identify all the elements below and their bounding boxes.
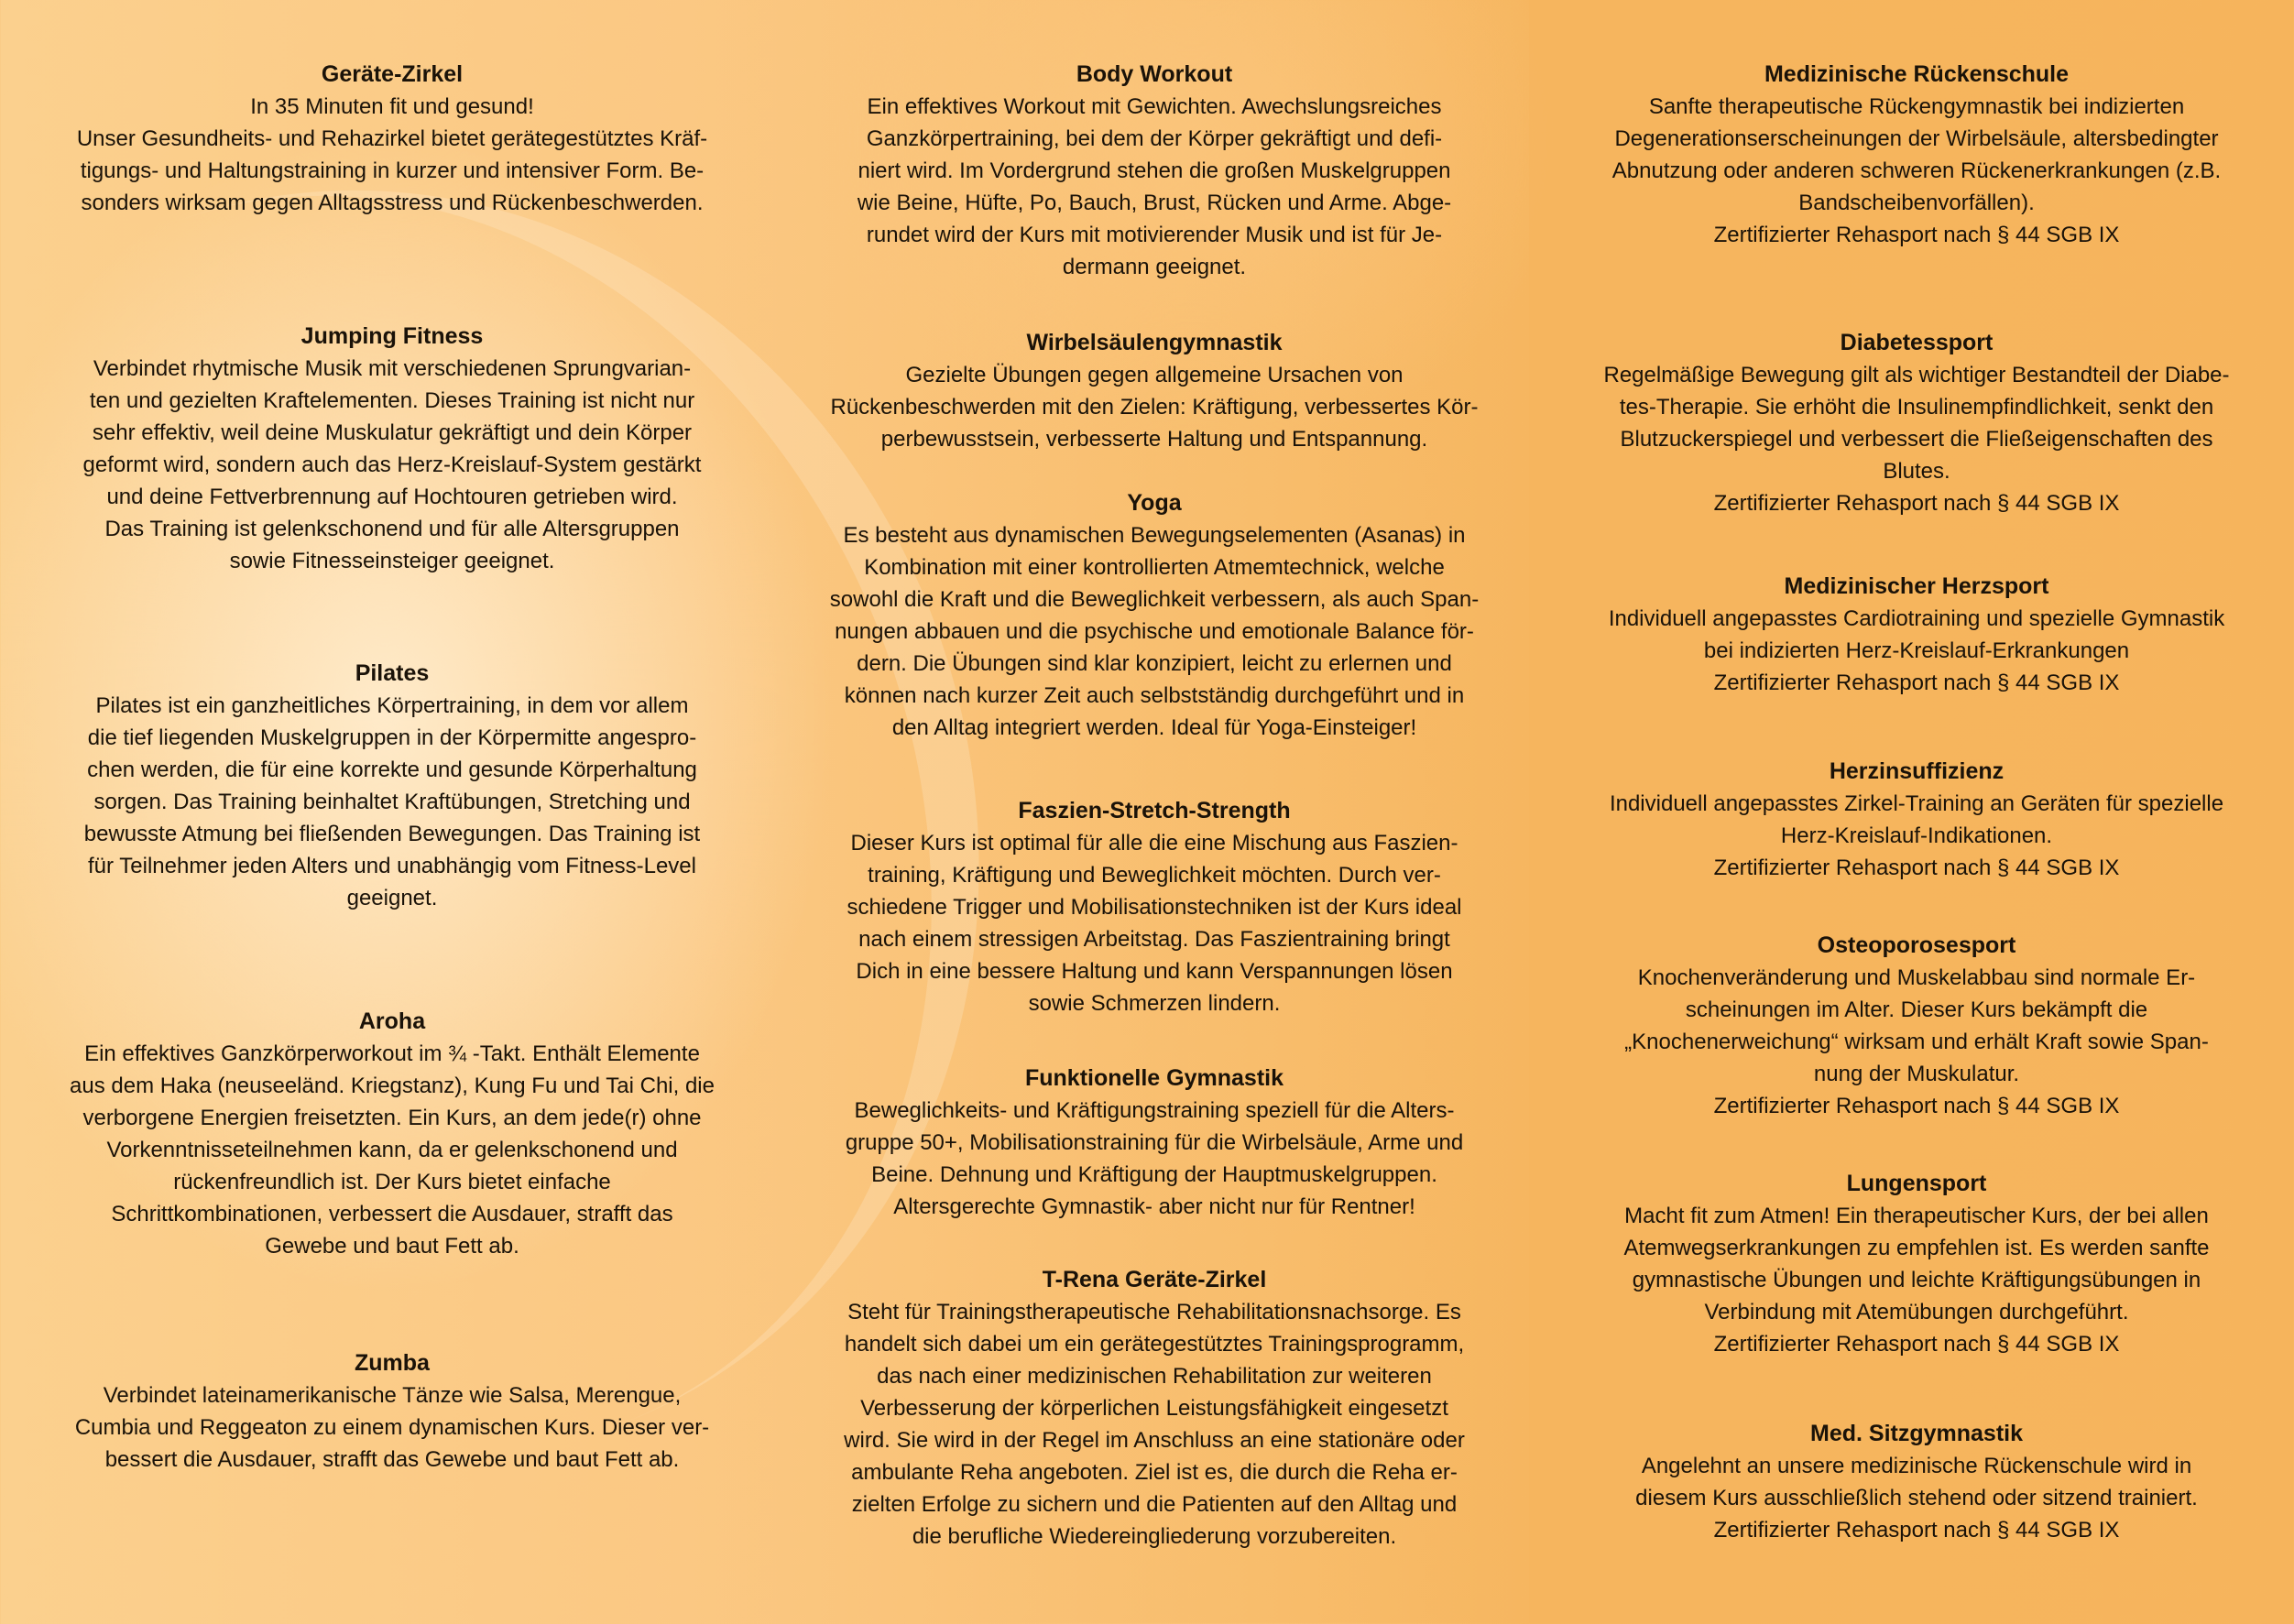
course-description-line: wird. Sie wird in der Regel im Anschluss an eine stationäre oder — [844, 1428, 1465, 1453]
course-description-line: niert wird. Im Vordergrund stehen die großen Muskelgruppen — [858, 158, 1451, 183]
course-section — [16, 1347, 768, 1476]
course-description-line: Knochenveränderung und Muskelabbau sind normale Er- — [1637, 965, 2196, 990]
course-description-line: sehr effektiv, weil deine Muskulatur gekräftigt und dein Körper — [92, 420, 693, 445]
course-title: Diabetessport — [1840, 330, 1994, 355]
course-description-line: den Alltag integriert werden. Ideal für Yoga-Einsteiger! — [891, 715, 1417, 740]
course-description-line: Blutzuckerspiegel und verbessert die Fließeigenschaften des — [1620, 427, 2213, 452]
course-description-line: Zertifizierter Rehasport nach § 44 SGB IX — [1713, 491, 2120, 516]
course-description-line: sowohl die Kraft und die Beweglichkeit verbessern, als auch Span- — [829, 587, 1480, 612]
course-description-line: dern. Die Übungen sind klar konzipiert, leicht zu erlernen und — [857, 651, 1452, 676]
course-section — [1541, 1418, 2292, 1546]
course-section — [779, 795, 1530, 1019]
course-description-line: Herz-Kreislauf-Indikationen. — [1780, 823, 2053, 848]
course-title: Zumba — [355, 1350, 430, 1376]
course-description-line: Zertifizierter Rehasport nach § 44 SGB IX — [1713, 1332, 2120, 1357]
course-description-line: schiedene Trigger und Mobilisationstechniken ist der Kurs ideal — [847, 895, 1462, 920]
course-description-line: Zertifizierter Rehasport nach § 44 SGB IX — [1713, 670, 2120, 695]
course-title: Funktionelle Gymnastik — [1024, 1065, 1284, 1091]
course-description-line: ambulante Reha angeboten. Ziel ist es, die durch die Reha er- — [851, 1460, 1458, 1485]
course-title: Geräte-Zirkel — [321, 61, 464, 87]
course-description-line: Rückenbeschwerden mit den Zielen: Kräftigung, verbessertes Kör- — [830, 395, 1479, 420]
course-description-line: tes-Therapie. Sie erhöht die Insulinempfindlichkeit, senkt den — [1619, 395, 2214, 420]
course-title: Yoga — [1127, 490, 1182, 516]
course-description-line: das nach einer medizinischen Rehabilitation zur weiteren — [877, 1364, 1432, 1389]
course-description-line: Blutes. — [1883, 459, 1950, 484]
course-description-line: Steht für Trainingstherapeutische Rehabilitationsnachsorge. Es — [847, 1300, 1461, 1324]
course-description-line: gruppe 50+, Mobilisationstraining für die Wirbelsäule, Arme und — [845, 1130, 1464, 1155]
course-description-line: Ein effektives Workout mit Gewichten. Awechslungsreiches — [867, 94, 1442, 119]
course-section — [779, 327, 1530, 455]
course-section — [1541, 756, 2292, 884]
course-description-line: Individuell angepasstes Zirkel-Training an Geräten für spezielle — [1609, 791, 2224, 816]
course-section — [1541, 930, 2292, 1122]
course-section — [1541, 1168, 2292, 1360]
course-description-line: nach einem stressigen Arbeitstag. Das Faszientraining bringt — [858, 927, 1450, 952]
course-description-line: Atemwegserkrankungen zu empfehlen ist. Es werden sanfte — [1623, 1236, 2210, 1260]
course-description-line: sowie Schmerzen lindern. — [1028, 991, 1281, 1016]
course-description-line: „Knochenerweichung“ wirksam und erhält Kraft sowie Span- — [1624, 1030, 2209, 1054]
course-description-line: rundet wird der Kurs mit motivierender Musik und ist für Je- — [866, 223, 1443, 247]
course-section — [16, 1006, 768, 1262]
course-description-line: Degenerationserscheinungen der Wirbelsäule, altersbedingter — [1614, 126, 2219, 151]
course-description-line: Beweglichkeits- und Kräftigungstraining speziell für die Alters- — [854, 1098, 1455, 1123]
course-description-line: Gezielte Übungen gegen allgemeine Ursachen von — [905, 363, 1404, 387]
course-description-line: Verbindung mit Atemübungen durchgeführt. — [1704, 1300, 2129, 1324]
course-description-line: Individuell angepasstes Cardiotraining und spezielle Gymnastik — [1608, 606, 2225, 631]
course-description-line: Abnutzung oder anderen schweren Rückenerkrankungen (z.B. — [1611, 158, 2222, 183]
course-description-line: sonders wirksam gegen Alltagsstress und Rückenbeschwerden. — [81, 191, 704, 215]
course-section — [779, 59, 1530, 283]
course-description-line: Beine. Dehnung und Kräftigung der Hauptmuskelgruppen. — [871, 1162, 1437, 1187]
course-section — [779, 487, 1530, 744]
course-description-line: rückenfreundlich ist. Der Kurs bietet einfache — [173, 1170, 611, 1194]
course-description-line: Gewebe und baut Fett ab. — [265, 1234, 519, 1259]
course-description-line: aus dem Haka (neuseeländ. Kriegstanz), Kung Fu und Tai Chi, die — [70, 1074, 715, 1098]
course-description-line: die berufliche Wiedereingliederung vorzubereiten. — [912, 1524, 1397, 1549]
course-title: Faszien-Stretch-Strength — [1018, 798, 1291, 823]
course-description-line: Verbesserung der körperlichen Leistungsfähigkeit eingesetzt — [860, 1396, 1448, 1421]
course-title: Osteoporosesport — [1817, 932, 2016, 958]
course-description-line: ten und gezielten Kraftelementen. Dieses Training ist nicht nur — [89, 388, 695, 413]
course-title: Med. Sitzgymnastik — [1810, 1421, 2023, 1446]
course-description-line: training, Kräftigung und Beweglichkeit möchten. Durch ver- — [868, 863, 1441, 888]
course-description-line: bewusste Atmung bei fließenden Bewegungen. Das Training ist — [83, 822, 701, 846]
course-section — [16, 59, 768, 219]
course-description-line: Altersgerechte Gymnastik- aber nicht nur für Rentner! — [893, 1194, 1415, 1219]
course-title: Lungensport — [1846, 1171, 1987, 1196]
course-description-line: Ein effektives Ganzkörperworkout im ¾ -Takt. Enthält Elemente — [84, 1041, 700, 1066]
course-description-line: scheinungen im Alter. Dieser Kurs bekämpft die — [1685, 997, 2148, 1022]
course-description-line: Unser Gesundheits- und Rehazirkel bietet gerätegestütztes Kräf- — [76, 126, 708, 151]
course-description-line: für Teilnehmer jeden Alters und unabhängig vom Fitness-Level — [88, 854, 696, 878]
course-description-line: können nach kurzer Zeit auch selbstständig durchgeführt und in — [844, 683, 1465, 708]
course-description-line: Das Training ist gelenkschonend und für alle Altersgruppen — [104, 517, 680, 541]
course-description-line: geformt wird, sondern auch das Herz-Kreislauf-System gestärkt — [82, 452, 702, 477]
course-title: Wirbelsäulengymnastik — [1026, 330, 1283, 355]
course-description-line: Dich in eine bessere Haltung und kann Verspannungen lösen — [856, 959, 1453, 984]
course-section — [1541, 327, 2292, 519]
course-description-line: dermann geeignet. — [1062, 255, 1247, 279]
course-description-line: Kombination mit einer kontrollierten Atmemtechnick, welche — [864, 555, 1445, 580]
course-description-line: Vorkenntnisseteilnehmen kann, da er gelenkschonend und — [106, 1138, 678, 1162]
course-description-line: Sanfte therapeutische Rückengymnastik bei indizierten — [1648, 94, 2185, 119]
course-section — [1541, 571, 2292, 699]
course-description-line: wie Beine, Hüfte, Po, Bauch, Brust, Rücken und Arme. Abge- — [857, 191, 1452, 215]
course-description-line: Zertifizierter Rehasport nach § 44 SGB IX — [1713, 223, 2120, 247]
course-description-line: sorgen. Das Training beinhaltet Kraftübungen, Stretching und — [93, 790, 691, 814]
course-description-line: Angelehnt an unsere medizinische Rückenschule wird in — [1641, 1454, 2192, 1478]
course-title: Herzinsuffizienz — [1829, 758, 2005, 784]
course-description-line: Macht fit zum Atmen! Ein therapeutischer Kurs, der bei allen — [1624, 1204, 2209, 1228]
course-description-line: Verbindet rhytmische Musik mit verschiedenen Sprungvarian- — [93, 356, 692, 381]
course-description-line: In 35 Minuten fit und gesund! — [250, 94, 534, 119]
course-section — [16, 321, 768, 577]
course-description-line: bei indizierten Herz-Kreislauf-Erkrankungen — [1703, 638, 2130, 663]
course-description-line: Bandscheibenvorfällen). — [1798, 191, 2035, 215]
course-description-line: perbewusstsein, verbesserte Haltung und Entspannung. — [880, 427, 1428, 452]
course-title: Aroha — [358, 1008, 426, 1034]
course-description-line: handelt sich dabei um ein gerätegestütztes Trainingsprogramm, — [844, 1332, 1465, 1357]
course-section — [779, 1063, 1530, 1223]
course-description-line: zielten Erfolge zu sichern und die Patienten auf den Alltag und — [851, 1492, 1458, 1517]
course-section — [16, 658, 768, 914]
course-section — [1541, 59, 2292, 251]
course-description-line: und deine Fettverbrennung auf Hochtouren getrieben wird. — [106, 485, 678, 509]
course-title: Pilates — [355, 660, 430, 686]
course-description-line: nungen abbauen und die psychische und emotionale Balance för- — [835, 619, 1474, 644]
course-description-line: Zertifizierter Rehasport nach § 44 SGB IX — [1713, 1518, 2120, 1542]
course-title: Medizinischer Herzsport — [1784, 573, 2049, 599]
course-title: Jumping Fitness — [300, 323, 484, 349]
course-description-line: Pilates ist ein ganzheitliches Körpertraining, in dem vor allem — [95, 693, 689, 718]
course-description-line: Dieser Kurs ist optimal für alle die eine Mischung aus Faszien- — [850, 831, 1458, 856]
course-description-line: Cumbia und Reggeaton zu einem dynamischen Kurs. Dieser ver- — [74, 1415, 710, 1440]
course-description-line: bessert die Ausdauer, strafft das Gewebe und baut Fett ab. — [104, 1447, 680, 1472]
course-description-line: Es besteht aus dynamischen Bewegungselementen (Asanas) in — [843, 523, 1466, 548]
course-title: Body Workout — [1076, 61, 1233, 87]
course-description-line: diesem Kurs ausschließlich stehend oder sitzend trainiert. — [1635, 1486, 2198, 1510]
course-description-line: nung der Muskulatur. — [1813, 1062, 2020, 1086]
course-description-line: Zertifizierter Rehasport nach § 44 SGB IX — [1713, 856, 2120, 880]
course-description-line: geeignet. — [346, 886, 438, 910]
course-title: T-Rena Geräte-Zirkel — [1042, 1267, 1267, 1292]
course-description-line: chen werden, die für eine korrekte und gesunde Körperhaltung — [87, 758, 697, 782]
course-description-line: Verbindet lateinamerikanische Tänze wie Salsa, Merengue, — [103, 1383, 682, 1408]
course-description-line: tigungs- und Haltungstraining in kurzer und intensiver Form. Be- — [80, 158, 705, 183]
course-description-line: die tief liegenden Muskelgruppen in der Körpermitte angespro- — [87, 725, 697, 750]
course-description-line: Schrittkombinationen, verbessert die Ausdauer, strafft das — [111, 1202, 673, 1226]
course-description-line: verborgene Energien freisetzten. Ein Kurs, an dem jede(r) ohne — [82, 1106, 702, 1130]
course-description-line: Regelmäßige Bewegung gilt als wichtiger Bestandteil der Diabe- — [1603, 363, 2230, 387]
course-description-line: sowie Fitnesseinsteiger geeignet. — [229, 549, 555, 573]
course-section — [779, 1264, 1530, 1553]
course-description-line: gymnastische Übungen und leichte Kräftigungsübungen in — [1632, 1268, 2201, 1292]
course-description-line: Zertifizierter Rehasport nach § 44 SGB IX — [1713, 1094, 2120, 1118]
course-description-line: Ganzkörpertraining, bei dem der Körper gekräftigt und defi- — [866, 126, 1443, 151]
course-title: Medizinische Rückenschule — [1764, 61, 2070, 87]
